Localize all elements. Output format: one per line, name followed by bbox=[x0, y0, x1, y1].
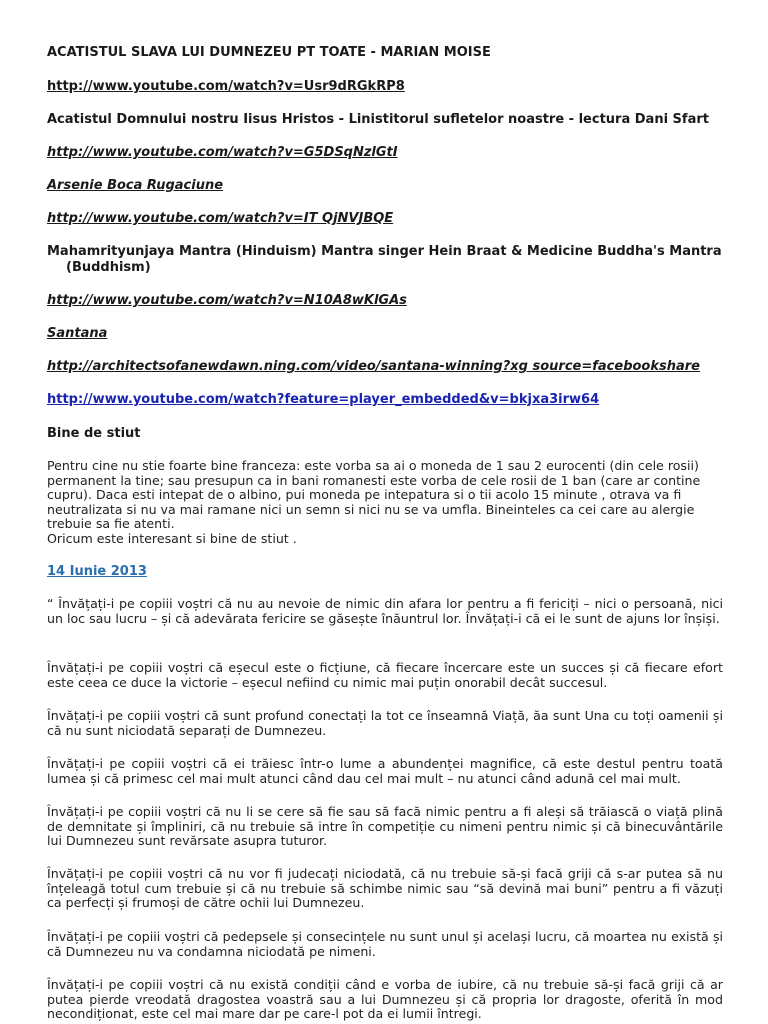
paragraph-4: Învățați-i pe copiii voștri că ei trăiesc într-o lume a abundenței magnifice, că este destul pentru toată lumea și că primesc cel mai mult atunci când dau cel mai mult – nu atunci când adună cel mai mult. bbox=[47, 756, 723, 786]
tip-paragraph: Pentru cine nu stie foarte bine franceza: este vorba sa ai o moneda de 1 sau 2 eurocenti (din cele rosii) permanent la tine; sau presupun ca in bani romanesti este vorba de cele rosii de 1 ban (care ar contine cupru). Daca esti intepat de o albino, pui moneda pe intepatura si o tii acolo 15 minute , otrava va fi neutralizata si nu va mai ramane nici un semn si nici nu se va umfla. Bineinteles ca cei care au alergie trebuie sa fie atenti. bbox=[47, 458, 701, 532]
title-acatistul-domnului: Acatistul Domnului nostru Iisus Hristos - Linistitorul sufletelor noastre - lectura Dani Sfart bbox=[47, 112, 709, 127]
date-link[interactable]: 14 Iunie 2013 bbox=[47, 564, 147, 579]
link-arsenie-boca-rugaciune[interactable]: Arsenie Boca Rugaciune bbox=[47, 178, 224, 193]
paragraph-8: Învățați-i pe copiii voștri că nu există condiții când e vorba de iubire, că nu trebuie să-și facă griji că ar putea pierde vreodată dragostea voastră sau a lui Dumnezeu și că propria lor dragoste, oferită în mod necondiționat, este cel mai mare dar pe care-l pot da ei lumii întregi. bbox=[47, 977, 723, 1022]
link-youtube-g5dsqnzlgti[interactable]: http://www.youtube.com/watch?v=G5DSqNzlGtI bbox=[47, 145, 398, 160]
paragraph-6: Învățați-i pe copiii voștri că nu vor fi judecați niciodată, că nu trebuie să-și facă griji că s-ar putea să nu înțeleagă totul cum trebuie și că nu trebuie să schimbe nimic sau “să devină mai buni” pentru a fi văzuți ca perfecți și frumoși de către ochii lui Dumnezeu. bbox=[47, 866, 723, 911]
paragraph-1: “ Învățați-i pe copiii voștri că nu au nevoie de nimic din afara lor pentru a fi fericiți – nici o persoană, nici un loc sau lucru – și că adevărata fericire se găsește înăuntrul lor. Învățați-i că ei le sunt de ajuns lor înșiși. bbox=[47, 596, 723, 626]
link-santana[interactable]: Santana bbox=[47, 326, 108, 341]
heading-bine-de-stiut: Bine de stiut bbox=[47, 426, 141, 441]
link-youtube-usr9drgkrp8[interactable]: http://www.youtube.com/watch?v=Usr9dRGkRP8 bbox=[47, 79, 405, 94]
title-acatistul-slava: ACATISTUL SLAVA LUI DUMNEZEU PT TOATE - MARIAN MOISE bbox=[47, 45, 491, 60]
title-mahamrityunjaya-mantra bbox=[47, 244, 727, 276]
tip-closing: Oricum este interesant si bine de stiut . bbox=[47, 531, 297, 546]
link-architects-santana-winning[interactable]: http://architectsofanewdawn.ning.com/video/santana-winning?xg source=facebookshare bbox=[47, 359, 701, 374]
link-youtube-bkjxa3irw64[interactable]: http://www.youtube.com/watch?feature=player_embedded&v=bkjxa3irw64 bbox=[47, 392, 600, 407]
paragraph-3: Învățați-i pe copiii voștri că sunt profund conectați la tot ce înseamnă Viață, ăa sunt Una cu toți oamenii și că nu sunt niciodată separați de Dumnezeu. bbox=[47, 708, 723, 738]
paragraph-5: Învățați-i pe copiii voștri că nu li se cere să fie sau să facă nimic pentru a fi aleși să trăiască o viață plină de demnitate și împliniri, că nu trebuie să intre în competiție cu nimeni pentru nimic și că binecuvântările lui Dumnezeu sunt revărsate asupra tuturor. bbox=[47, 804, 723, 849]
link-youtube-it-qjnvjbqe[interactable]: http://www.youtube.com/watch?v=IT QjNVJBQE bbox=[47, 211, 394, 226]
mantra-title-line2: (Buddhism) bbox=[66, 260, 151, 275]
paragraph-2: Învățați-i pe copiii voștri că eșecul este o ficțiune, că fiecare încercare este un succes și că fiecare efort este ceea ce duce la victorie – eșecul nefiind cu nimic mai puțin onorabil decât succesul. bbox=[47, 660, 723, 690]
mantra-title-line1: Mahamrityunjaya Mantra (Hinduism) Mantra singer Hein Braat & Medicine Buddha's Mantra bbox=[47, 244, 722, 259]
link-youtube-n10a8wklgas[interactable]: http://www.youtube.com/watch?v=N10A8wKlGAs bbox=[47, 293, 407, 308]
paragraph-7: Învățați-i pe copiii voștri că pedepsele și consecințele nu sunt unul și același lucru, că moartea nu există și că Dumnezeu nu va condamna niciodată pe nimeni. bbox=[47, 929, 723, 959]
